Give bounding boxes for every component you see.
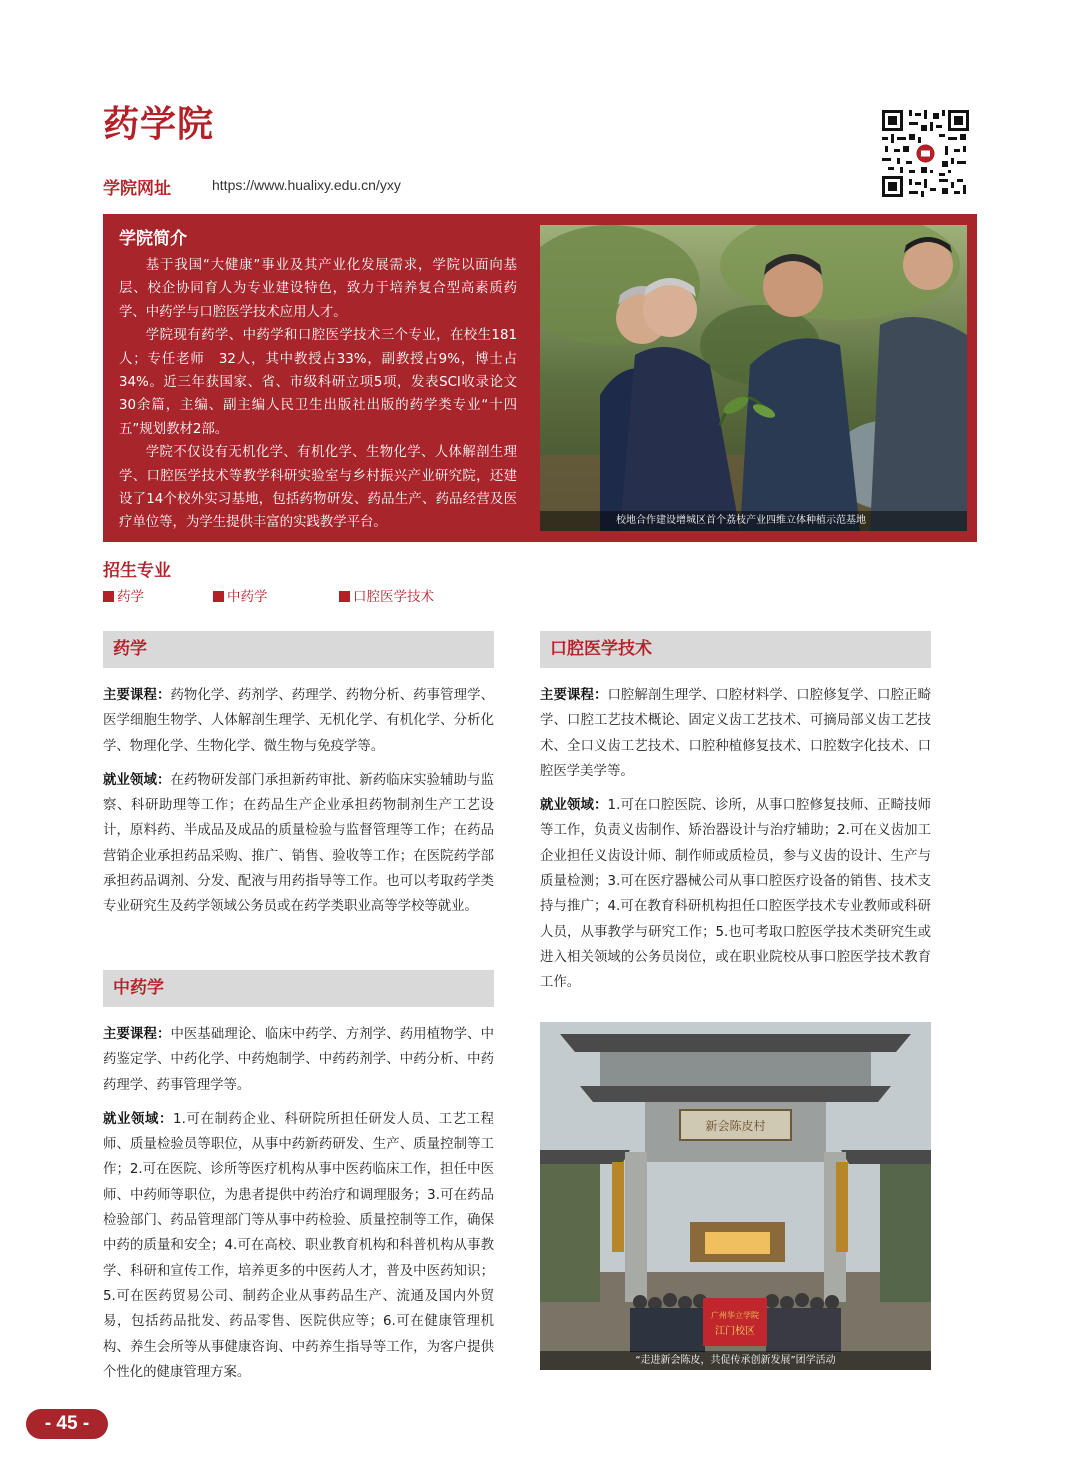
banner-text-line1: 广州华立学院 xyxy=(711,1311,759,1320)
enrollment-heading: 招生专业 xyxy=(103,561,171,581)
orchard-photo xyxy=(540,225,967,531)
orchard-photo-illustration xyxy=(540,225,967,531)
gate-photo-illustration xyxy=(540,1022,931,1370)
tcm-content xyxy=(103,1022,494,1385)
intro-text xyxy=(119,254,517,535)
page-title: 药学院 xyxy=(103,104,215,145)
gate-plaque-text: 新会陈皮村 xyxy=(705,1119,766,1133)
photo-caption: 校地合作建设增城区首个荔枝产业四维立体种植示范基地 xyxy=(540,511,967,531)
section-title-tcm: 中药学 xyxy=(103,970,494,1007)
dental-content xyxy=(540,683,931,996)
square-bullet-icon xyxy=(213,591,224,602)
courses-paragraph: 主要课程：中医基础理论、临床中药学、方剂学、药用植物学、中药鉴定学、中药化学、中药炮制学、中药药剂学、中药分析、中药药理学、药事管理学等。 xyxy=(103,1027,495,1093)
gate-photo xyxy=(540,1022,931,1370)
courses-paragraph: 主要课程：药物化学、药剂学、药理学、药物分析、药事管理学、医学细胞生物学、人体解剖生理学、无机化学、有机化学、分析化学、物理化学、生物化学、微生物与免疫学等。 xyxy=(103,688,495,754)
page-number: - 45 - xyxy=(26,1409,108,1439)
jobs-paragraph: 就业领域：在药物研发部门承担新药审批、新药临床实验辅助与监察、科研助理等工作；在药品生产企业承担药物制剂生产工艺设计，原料药、半成品及成品的质量检验与监督管理等工作；在药品营销企业承担药品采购、推广、销售、验收等工作；在医院药学部承担药品调剂、分发、配液与用药指导等工作。也可以考取药学类专业研究生及药学领域公务员或在药学类职业高等学校等就业。 xyxy=(103,772,495,915)
courses-paragraph: 主要课程：口腔解剖生理学、口腔材料学、口腔修复学、口腔正畸学、口腔工艺技术概论、固定义齿工艺技术、可摘局部义齿工艺技术、全口义齿工艺技术、口腔种植修复技术、口腔数字化技术、口腔医学美学等。 xyxy=(540,688,932,779)
intro-paragraph: 学院不仅设有无机化学、有机化学、生物化学、人体解剖生理学、口腔医学技术等教学科研实验室与乡村振兴产业研究院，还建设了14个校外实习基地，包括药物研发、药品生产、药品经营及医疗单位等，为学生提供丰富的实践教学平台。 xyxy=(119,445,517,531)
major-list xyxy=(103,587,603,607)
major-item: 口腔医学技术 xyxy=(339,587,434,607)
jobs-paragraph: 就业领域：1.可在制药企业、科研院所担任研发人员、工艺工程师、质量检验员等职位，从事中药新药研发、生产、质量控制等工作；2.可在医院、诊所等医疗机构从事中医药临床工作，担任中医师、中药师等职位，为患者提供中药治疗和调理服务；3.可在药品检验部门、药品管理部门等从事中药检验、质量控制等工作，确保中药的质量和安全；4.可在高校、职业教育机构和科普机构从事教学、科研和宣传工作，培养更多的中医药人才，普及中医药知识；5.可在医药贸易公司、制药企业从事药品生产、流通及国内外贸易，包括药品批发、药品零售、医院供应等；6.可在健康管理机构、养生会所等从事健康咨询、中药养生指导等工作，为客户提供个性化的健康管理方案。 xyxy=(103,1111,494,1380)
banner-text-line2: 江门校区 xyxy=(715,1326,755,1337)
section-title-pharmacy: 药学 xyxy=(103,631,494,668)
intro-section xyxy=(103,214,977,542)
square-bullet-icon xyxy=(339,591,350,602)
intro-heading: 学院简介 xyxy=(119,229,187,249)
intro-paragraph: 基于我国“大健康”事业及其产业化发展需求，学院以面向基层、校企协同育人为专业建设特色，致力于培养复合型高素质药学、中药学与口腔医学技术应用人才。 xyxy=(119,258,517,320)
website-link[interactable]: https://www.hualixy.edu.cn/yxy xyxy=(212,177,401,193)
jobs-paragraph: 就业领域：1.可在口腔医院、诊所，从事口腔修复技师、正畸技师等工作，负责义齿制作、矫治器设计与治疗辅助；2.可在义齿加工企业担任义齿设计师、制作师或质检员，参与义齿的设计、生产与质量检测；3.可在医疗器械公司从事口腔医疗设备的销售、技术支持与推广；4.可在教育科研机构担任口腔医学技术专业教师或科研人员，从事教学与研究工作；5.也可考取口腔医学技术类研究生或进入相关领域的公务员岗位，或在职业院校从事口腔医学技术教育工作。 xyxy=(540,798,932,991)
section-title-dental: 口腔医学技术 xyxy=(540,631,931,668)
photo-caption: “走进新会陈皮，共促传承创新发展”团学活动 xyxy=(540,1351,931,1370)
qr-code-icon xyxy=(882,110,969,197)
pharmacy-content xyxy=(103,683,494,920)
square-bullet-icon xyxy=(103,591,114,602)
website-label: 学院网址 xyxy=(103,179,171,199)
major-item: 中药学 xyxy=(213,587,268,607)
major-item: 药学 xyxy=(103,587,144,607)
intro-paragraph: 学院现有药学、中药学和口腔医学技术三个专业，在校生181人；专任老师 32人，其中教授占33%，副教授占9%，博士占34%。近三年获国家、省、市级科研立项5项，发表SCI收录论文30余篇，主编、副主编人民卫生出版社出版的药学类专业“十四五”规划教材2部。 xyxy=(119,328,517,437)
